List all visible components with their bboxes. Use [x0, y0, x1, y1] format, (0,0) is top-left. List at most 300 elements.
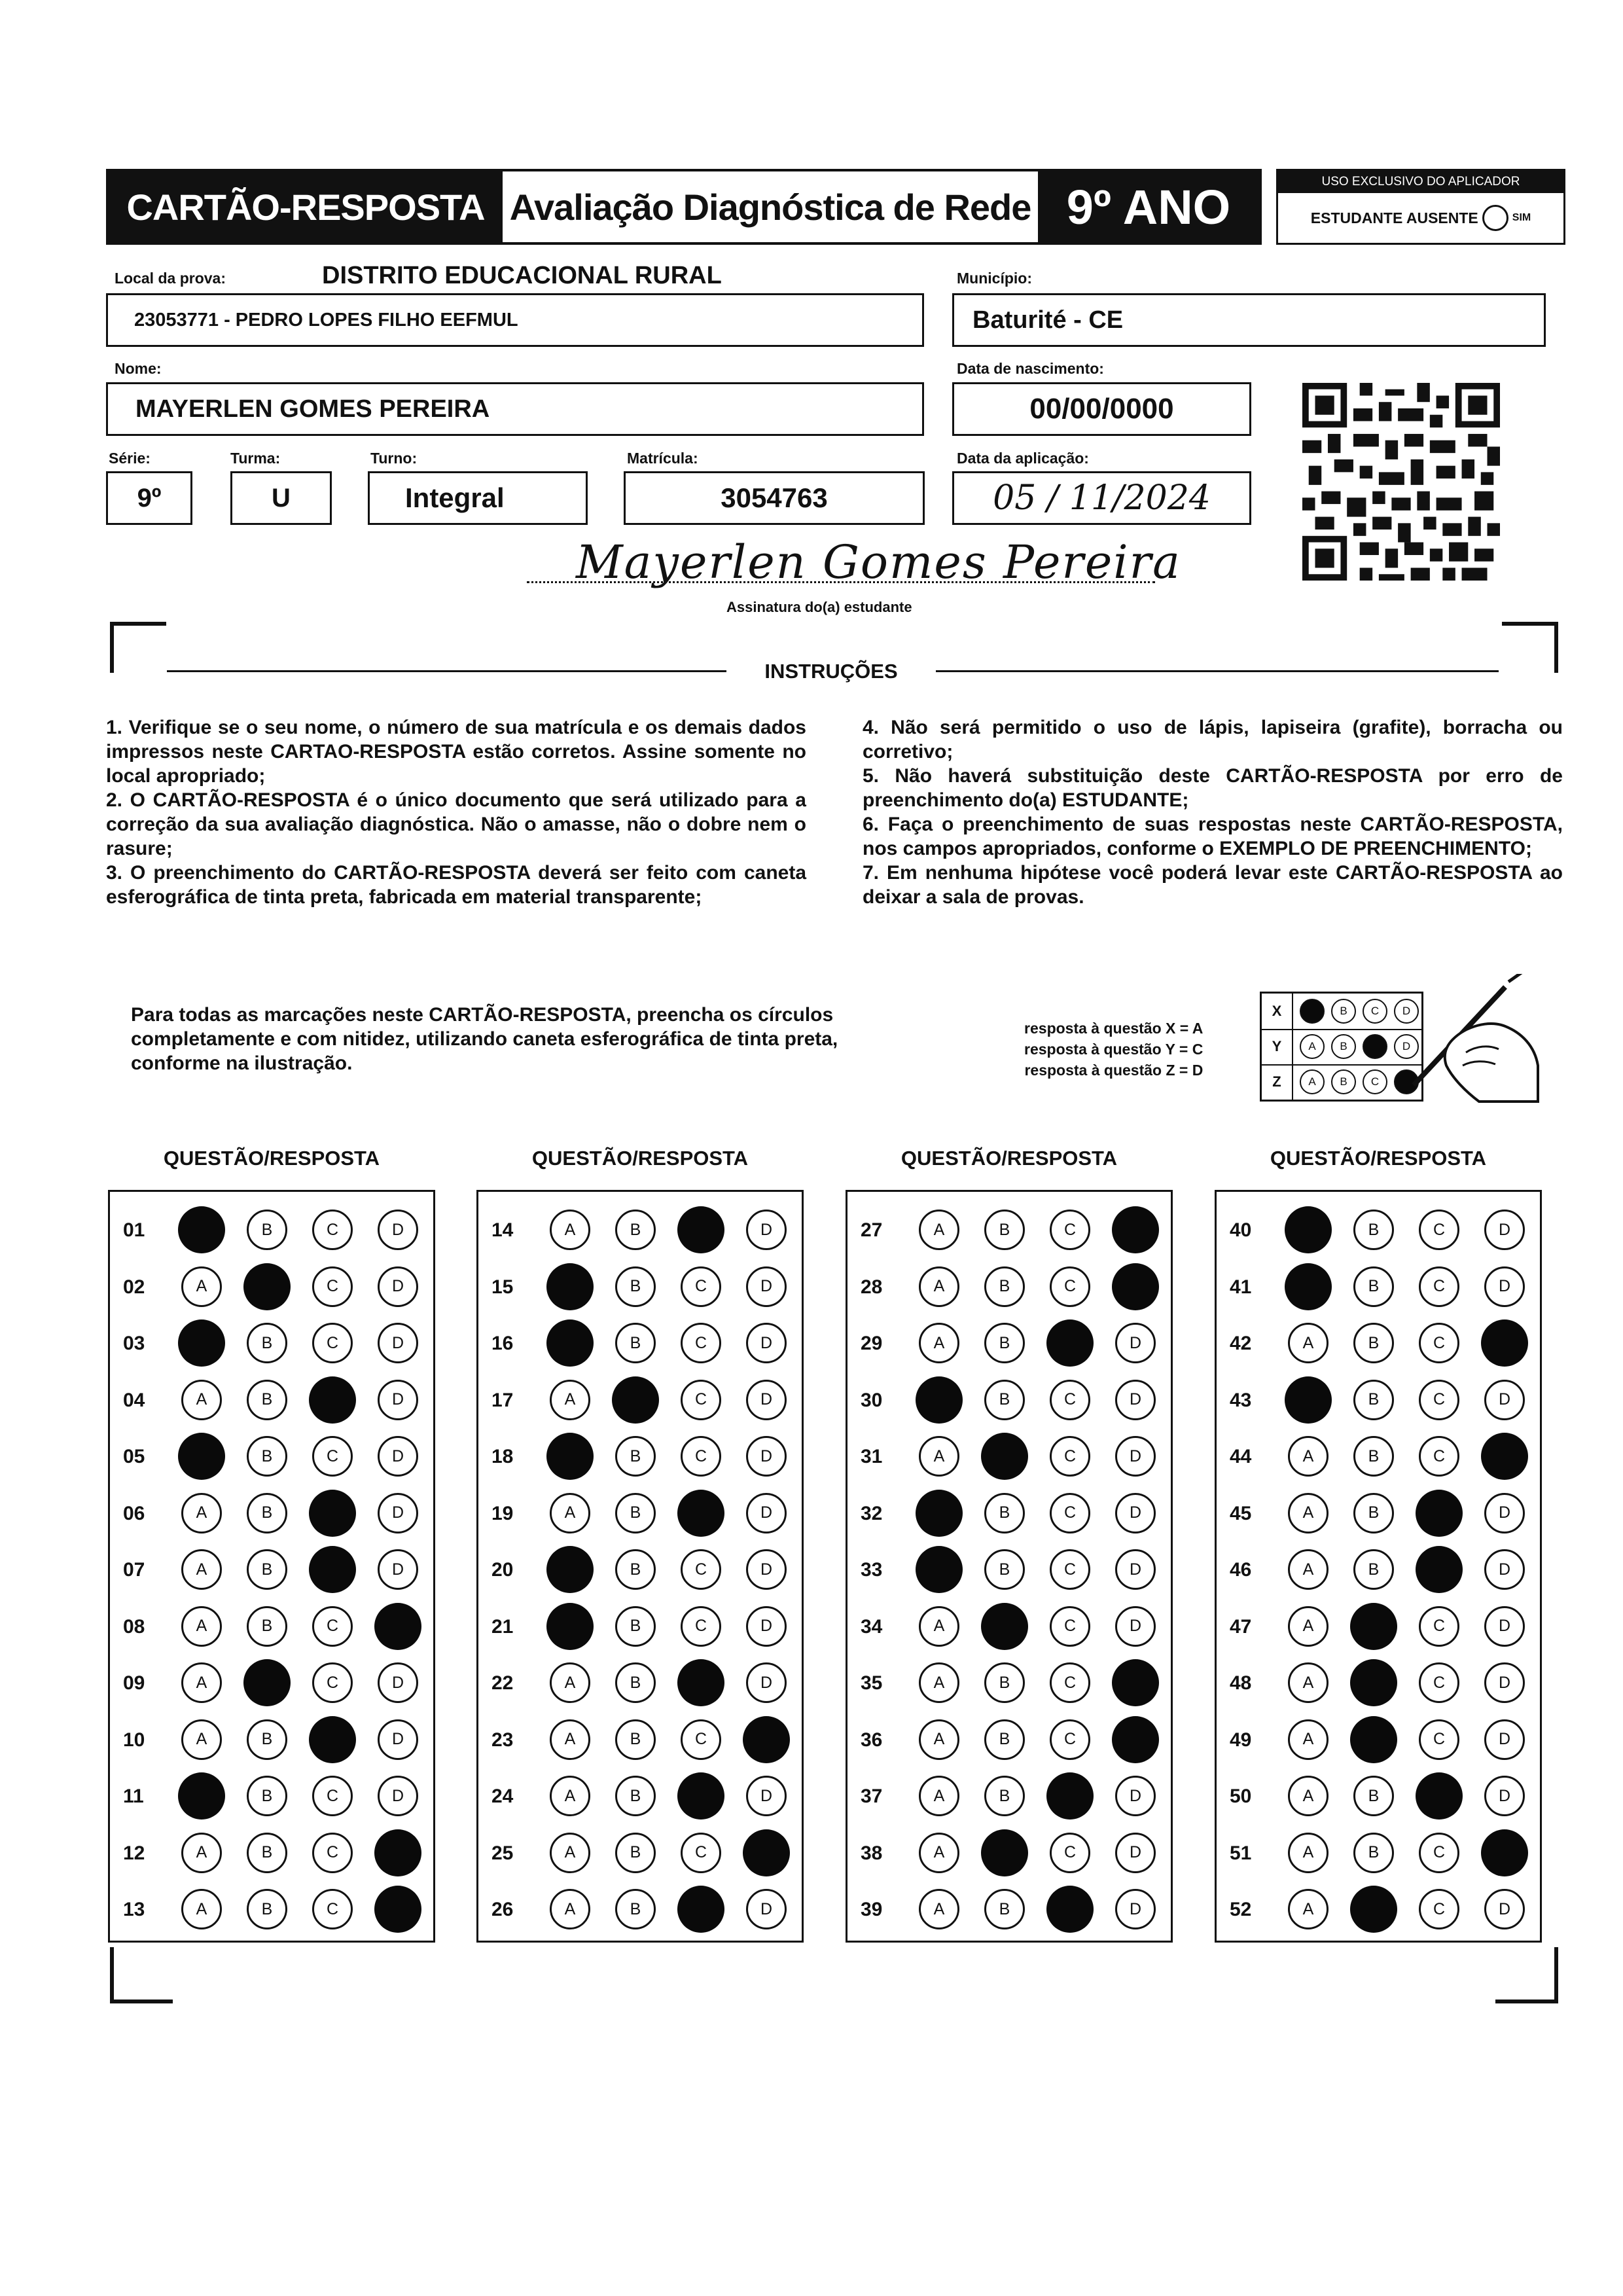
answer-bubble-b[interactable]: B — [247, 1889, 287, 1929]
answer-bubble-b[interactable]: B — [247, 1380, 287, 1420]
answer-bubble-a[interactable]: A — [181, 1889, 222, 1929]
example-bubble-a: A — [1300, 1034, 1325, 1059]
answer-bubble-a[interactable]: A — [919, 1266, 959, 1307]
question-row — [110, 1261, 433, 1313]
answer-bubble-c[interactable] — [677, 1772, 724, 1820]
answer-bubble-a[interactable]: A — [181, 1662, 222, 1703]
question-row — [110, 1430, 433, 1482]
answer-bubble-b[interactable]: B — [984, 1380, 1025, 1420]
question-number: 32 — [861, 1502, 883, 1524]
question-row — [110, 1883, 433, 1935]
answer-bubble-b[interactable]: B — [984, 1549, 1025, 1590]
answer-bubble-c[interactable]: C — [312, 1662, 353, 1703]
answer-bubble-b[interactable] — [1350, 1886, 1397, 1933]
answer-bubble-d[interactable] — [743, 1829, 790, 1876]
answer-bubble-b[interactable]: B — [1353, 1833, 1394, 1873]
answer-bubble-c[interactable] — [677, 1659, 724, 1706]
answer-bubble-d[interactable]: D — [746, 1662, 787, 1703]
question-row — [110, 1204, 433, 1256]
answer-bubble-a[interactable] — [1285, 1206, 1332, 1253]
answer-bubble-b[interactable]: B — [984, 1210, 1025, 1250]
question-row — [478, 1770, 802, 1822]
answer-bubble-d[interactable]: D — [1115, 1833, 1156, 1873]
answer-bubble-b[interactable]: B — [984, 1493, 1025, 1534]
answer-bubble-a[interactable]: A — [919, 1776, 959, 1816]
answer-bubble-c[interactable] — [677, 1206, 724, 1253]
answer-bubble-b[interactable]: B — [247, 1719, 287, 1760]
answer-bubble-a[interactable]: A — [1288, 1662, 1329, 1703]
district-name: DISTRITO EDUCACIONAL RURAL — [322, 262, 722, 289]
answer-bubble-b[interactable]: B — [615, 1266, 656, 1307]
answer-bubble-d[interactable] — [1481, 1319, 1528, 1367]
question-row — [847, 1883, 1171, 1935]
answer-bubble-c[interactable] — [1046, 1772, 1094, 1820]
question-number: 01 — [123, 1219, 145, 1241]
answer-bubble-c[interactable]: C — [1050, 1266, 1090, 1307]
example-row-label: X — [1262, 994, 1293, 1029]
corner-mark-top-right — [1502, 622, 1558, 673]
answer-bubble-c[interactable]: C — [312, 1436, 353, 1477]
answer-bubble-a[interactable]: A — [1288, 1549, 1329, 1590]
answer-bubble-d[interactable] — [1112, 1716, 1159, 1763]
answer-bubble-a[interactable]: A — [1288, 1323, 1329, 1363]
answer-bubble-d[interactable]: D — [1115, 1606, 1156, 1647]
answer-bubble-d[interactable]: D — [1484, 1606, 1525, 1647]
answer-bubble-a[interactable]: A — [550, 1210, 590, 1250]
question-row — [1217, 1657, 1540, 1709]
answer-bubble-d[interactable] — [374, 1886, 421, 1933]
answer-bubble-c[interactable]: C — [1419, 1833, 1459, 1873]
question-number: 45 — [1230, 1502, 1252, 1524]
answer-bubble-a[interactable] — [1285, 1376, 1332, 1424]
corner-mark-top-left — [110, 622, 166, 673]
answer-bubble-a[interactable] — [1285, 1263, 1332, 1310]
answer-bubble-a[interactable]: A — [1288, 1606, 1329, 1647]
answer-bubble-c[interactable]: C — [1050, 1549, 1090, 1590]
instruction-3: 3. O preenchimento do CARTÃO-RESPOSTA deverá ser feito com caneta esferográfica de tinta preta, fabricada em material transparente; — [106, 862, 806, 908]
answer-bubble-b[interactable]: B — [1353, 1436, 1394, 1477]
answer-bubble-b[interactable]: B — [615, 1776, 656, 1816]
answer-bubble-c[interactable]: C — [1419, 1606, 1459, 1647]
answer-bubble-c[interactable] — [1046, 1886, 1094, 1933]
answer-bubble-c[interactable] — [309, 1376, 356, 1424]
answer-bubble-a[interactable]: A — [919, 1833, 959, 1873]
answer-bubble-d[interactable] — [1481, 1433, 1528, 1480]
question-row — [110, 1770, 433, 1822]
question-number: 03 — [123, 1333, 145, 1354]
aplicacao-label: Data da aplicação: — [957, 450, 1089, 467]
answer-bubble-b[interactable] — [981, 1603, 1028, 1650]
answer-bubble-a[interactable] — [178, 1772, 225, 1820]
answer-bubble-a[interactable]: A — [919, 1889, 959, 1929]
answer-bubble-d[interactable]: D — [1484, 1210, 1525, 1250]
answer-bubble-c[interactable]: C — [312, 1323, 353, 1363]
answer-bubble-d[interactable]: D — [1115, 1549, 1156, 1590]
answer-bubble-d[interactable]: D — [746, 1266, 787, 1307]
answer-bubble-a[interactable]: A — [550, 1719, 590, 1760]
answer-bubble-d[interactable]: D — [746, 1380, 787, 1420]
question-number: 18 — [491, 1446, 514, 1467]
answer-bubble-c[interactable]: C — [681, 1606, 721, 1647]
answer-bubble-c[interactable]: C — [1419, 1266, 1459, 1307]
matricula-field: 3054763 — [624, 471, 925, 525]
instruction-2: 2. O CARTÃO-RESPOSTA é o único documento que será utilizado para a correção da sua avaliação diagnóstica. Não o amasse, não o dobre nem o rasure; — [106, 789, 806, 859]
grade-label: 9º ANO — [1038, 171, 1259, 242]
answer-bubble-c[interactable]: C — [1419, 1436, 1459, 1477]
answer-bubble-b[interactable]: B — [615, 1493, 656, 1534]
answer-bubble-d[interactable] — [743, 1716, 790, 1763]
answer-bubble-b[interactable]: B — [984, 1776, 1025, 1816]
answer-bubble-a[interactable]: A — [919, 1719, 959, 1760]
answer-bubble-b[interactable] — [1350, 1603, 1397, 1650]
answer-bubble-a[interactable]: A — [550, 1776, 590, 1816]
answer-bubble-d[interactable]: D — [1115, 1776, 1156, 1816]
answer-bubble-a[interactable]: A — [1288, 1833, 1329, 1873]
answer-bubble-b[interactable]: B — [1353, 1380, 1394, 1420]
question-number: 44 — [1230, 1446, 1252, 1467]
question-number: 31 — [861, 1446, 883, 1467]
answer-bubble-b[interactable]: B — [615, 1719, 656, 1760]
question-number: 43 — [1230, 1389, 1252, 1411]
answer-bubble-d[interactable]: D — [378, 1210, 418, 1250]
local-label: Local da prova: — [115, 270, 226, 287]
answer-bubble-b[interactable]: B — [1353, 1323, 1394, 1363]
answer-bubble-a[interactable] — [916, 1546, 963, 1593]
answer-bubble-a[interactable]: A — [550, 1833, 590, 1873]
answer-bubble-c[interactable]: C — [681, 1266, 721, 1307]
answer-bubble-c[interactable]: C — [681, 1436, 721, 1477]
question-number: 33 — [861, 1559, 883, 1581]
question-row — [1217, 1487, 1540, 1539]
instructions-rule-right — [936, 670, 1499, 672]
example-text: Para todas as marcações neste CARTÃO-RESPOSTA, preencha os círculos completamente e com nitidez, utilizando caneta esferográfica de tinta preta, conforme na ilustração. — [131, 1004, 838, 1074]
answer-bubble-b[interactable]: B — [615, 1833, 656, 1873]
question-row — [847, 1261, 1171, 1313]
answer-bubble-a[interactable]: A — [181, 1719, 222, 1760]
answer-bubble-a[interactable]: A — [1288, 1493, 1329, 1534]
answer-bubble-b[interactable]: B — [1353, 1266, 1394, 1307]
card-title: CARTÃO-RESPOSTA — [109, 171, 503, 242]
answer-bubble-c[interactable]: C — [1419, 1323, 1459, 1363]
answer-bubble-c[interactable] — [1416, 1490, 1463, 1537]
answer-bubble-a[interactable] — [546, 1433, 594, 1480]
answer-bubble-d[interactable]: D — [378, 1549, 418, 1590]
answer-bubble-d[interactable]: D — [1115, 1436, 1156, 1477]
question-number: 12 — [123, 1842, 145, 1864]
example-bubble-b: B — [1331, 1069, 1356, 1094]
answer-bubble-b[interactable]: B — [984, 1719, 1025, 1760]
answer-bubble-a[interactable] — [546, 1319, 594, 1367]
answer-bubble-b[interactable]: B — [615, 1549, 656, 1590]
question-number: 26 — [491, 1899, 514, 1920]
question-number: 04 — [123, 1389, 145, 1411]
answer-bubble-a[interactable]: A — [550, 1380, 590, 1420]
answer-bubble-d[interactable]: D — [378, 1380, 418, 1420]
question-number: 11 — [123, 1785, 144, 1807]
applicator-only-label: USO EXCLUSIVO DO APLICADOR — [1278, 171, 1563, 193]
answer-bubble-a[interactable] — [178, 1319, 225, 1367]
answer-bubble-a[interactable] — [546, 1546, 594, 1593]
answer-bubble-a[interactable]: A — [550, 1662, 590, 1703]
answer-bubble-d[interactable]: D — [378, 1776, 418, 1816]
answer-bubble-a[interactable]: A — [1288, 1776, 1329, 1816]
answer-bubble-c[interactable]: C — [681, 1833, 721, 1873]
school-field: 23053771 - PEDRO LOPES FILHO EEFMUL — [106, 293, 924, 347]
answer-bubble-a[interactable]: A — [919, 1662, 959, 1703]
answer-bubble-b[interactable]: B — [615, 1606, 656, 1647]
answer-bubble-b[interactable]: B — [247, 1436, 287, 1477]
answer-bubble-b[interactable] — [243, 1263, 291, 1310]
question-row — [847, 1317, 1171, 1369]
answer-bubble-c[interactable] — [1416, 1546, 1463, 1593]
answer-bubble-b[interactable]: B — [247, 1323, 287, 1363]
question-row — [1217, 1827, 1540, 1879]
answer-bubble-a[interactable]: A — [181, 1606, 222, 1647]
answer-bubble-d[interactable]: D — [1115, 1380, 1156, 1420]
answer-bubble-d[interactable] — [374, 1829, 421, 1876]
answer-bubble-c[interactable]: C — [1050, 1380, 1090, 1420]
answer-bubble-b[interactable] — [243, 1659, 291, 1706]
answer-bubble-b[interactable]: B — [247, 1833, 287, 1873]
answer-bubble-d[interactable]: D — [378, 1662, 418, 1703]
question-row — [110, 1374, 433, 1426]
answer-bubble-d[interactable]: D — [1484, 1662, 1525, 1703]
answer-bubble-b[interactable]: B — [615, 1210, 656, 1250]
answer-bubble-a[interactable] — [178, 1433, 225, 1480]
answer-bubble-a[interactable]: A — [919, 1436, 959, 1477]
question-number: 10 — [123, 1729, 145, 1751]
student-signature: Mayerlen Gomes Pereira — [576, 535, 1181, 589]
question-row — [1217, 1543, 1540, 1596]
answer-bubble-b[interactable] — [1350, 1716, 1397, 1763]
question-number: 17 — [491, 1389, 514, 1411]
question-row — [1217, 1261, 1540, 1313]
answer-column-3 — [846, 1190, 1173, 1943]
instruction-6: 6. Faça o preenchimento de suas respostas neste CARTÃO-RESPOSTA, nos campos apropriados, conforme o EXEMPLO DE PREENCHIMENTO; — [863, 814, 1563, 859]
answer-column-4 — [1215, 1190, 1542, 1943]
answer-bubble-c[interactable]: C — [312, 1833, 353, 1873]
answer-bubble-c[interactable]: C — [312, 1776, 353, 1816]
question-number: 19 — [491, 1502, 514, 1524]
question-row — [1217, 1713, 1540, 1766]
answer-bubble-a[interactable] — [916, 1376, 963, 1424]
answer-bubble-d[interactable]: D — [746, 1493, 787, 1534]
answer-bubble-d[interactable]: D — [746, 1889, 787, 1929]
question-row — [110, 1600, 433, 1653]
answer-bubble-b[interactable] — [981, 1433, 1028, 1480]
answer-bubble-c[interactable]: C — [1050, 1662, 1090, 1703]
card-header — [106, 169, 1262, 245]
municipio-label: Município: — [957, 270, 1032, 287]
question-number: 22 — [491, 1672, 514, 1694]
answer-bubble-d[interactable] — [1112, 1206, 1159, 1253]
answer-bubble-d[interactable]: D — [746, 1776, 787, 1816]
question-row — [1217, 1883, 1540, 1935]
answer-bubble-b[interactable]: B — [1353, 1210, 1394, 1250]
instructions-right — [863, 715, 1563, 909]
answer-bubble-a[interactable] — [546, 1263, 594, 1310]
answer-bubble-d[interactable]: D — [1484, 1549, 1525, 1590]
answer-bubble-d[interactable]: D — [1484, 1380, 1525, 1420]
answer-bubble-c[interactable]: C — [1050, 1833, 1090, 1873]
answer-bubble-a[interactable]: A — [181, 1833, 222, 1873]
answer-bubble-a[interactable]: A — [550, 1889, 590, 1929]
answer-bubble-b[interactable]: B — [984, 1323, 1025, 1363]
answer-bubble-b[interactable]: B — [247, 1776, 287, 1816]
question-row — [478, 1317, 802, 1369]
answer-bubble-d[interactable]: D — [378, 1323, 418, 1363]
answer-bubble-b[interactable]: B — [247, 1210, 287, 1250]
answer-bubble-c[interactable]: C — [681, 1323, 721, 1363]
answer-bubble-a[interactable]: A — [919, 1210, 959, 1250]
example-legend-y: resposta à questão Y = C — [1024, 1041, 1204, 1058]
answer-bubble-d[interactable]: D — [746, 1323, 787, 1363]
question-row — [847, 1430, 1171, 1482]
answer-bubble-b[interactable]: B — [615, 1889, 656, 1929]
example-bubble-b: B — [1331, 1034, 1356, 1059]
nome-label: Nome: — [115, 360, 162, 377]
question-row — [847, 1600, 1171, 1653]
nascimento-field: 00/00/0000 — [952, 382, 1251, 436]
answer-bubble-c[interactable] — [309, 1490, 356, 1537]
example-bubble-d: D — [1394, 1034, 1419, 1059]
answer-bubble-c[interactable]: C — [681, 1549, 721, 1590]
answer-bubble-a[interactable]: A — [181, 1549, 222, 1590]
answer-bubble-b[interactable]: B — [984, 1662, 1025, 1703]
answer-bubble-d[interactable]: D — [746, 1606, 787, 1647]
answer-bubble-b[interactable]: B — [984, 1266, 1025, 1307]
answer-bubble-c[interactable]: C — [1050, 1606, 1090, 1647]
question-row — [847, 1487, 1171, 1539]
question-row — [478, 1713, 802, 1766]
answer-bubble-b[interactable]: B — [1353, 1549, 1394, 1590]
question-number: 38 — [861, 1842, 883, 1864]
instructions-title: INSTRUÇÕES — [764, 660, 898, 683]
answer-bubble-c[interactable]: C — [312, 1210, 353, 1250]
answer-bubble-d[interactable]: D — [378, 1719, 418, 1760]
answer-bubble-c[interactable]: C — [1050, 1719, 1090, 1760]
answer-bubble-c[interactable] — [1416, 1772, 1463, 1820]
answer-bubble-c[interactable]: C — [1050, 1436, 1090, 1477]
question-number: 07 — [123, 1559, 145, 1581]
answer-bubble-a[interactable]: A — [181, 1380, 222, 1420]
answer-bubble-b[interactable]: B — [247, 1606, 287, 1647]
answer-bubble-d[interactable] — [1481, 1829, 1528, 1876]
answer-bubble-a[interactable]: A — [919, 1606, 959, 1647]
answer-bubble-d[interactable]: D — [746, 1210, 787, 1250]
answer-bubble-c[interactable] — [677, 1490, 724, 1537]
answer-bubble-d[interactable]: D — [1115, 1493, 1156, 1534]
answer-bubble-d[interactable]: D — [1115, 1889, 1156, 1929]
answer-bubble-a[interactable]: A — [181, 1493, 222, 1534]
answer-bubble-d[interactable]: D — [378, 1436, 418, 1477]
answer-bubble-d[interactable]: D — [1484, 1719, 1525, 1760]
column-title: QUESTÃO/RESPOSTA — [901, 1147, 1118, 1170]
answer-bubble-c[interactable]: C — [681, 1719, 721, 1760]
answer-bubble-d[interactable]: D — [1115, 1323, 1156, 1363]
answer-bubble-b[interactable]: B — [1353, 1776, 1394, 1816]
answer-bubble-d[interactable] — [1112, 1659, 1159, 1706]
answer-bubble-d[interactable]: D — [1484, 1266, 1525, 1307]
answer-bubble-d[interactable] — [374, 1603, 421, 1650]
answer-bubble-c[interactable]: C — [1419, 1719, 1459, 1760]
answer-bubble-c[interactable]: C — [312, 1889, 353, 1929]
answer-bubble-a[interactable]: A — [919, 1323, 959, 1363]
answer-bubble-b[interactable] — [612, 1376, 659, 1424]
question-row — [478, 1883, 802, 1935]
applicator-box — [1276, 169, 1565, 245]
answer-bubble-c[interactable]: C — [312, 1266, 353, 1307]
answer-bubble-b[interactable] — [981, 1829, 1028, 1876]
answer-bubble-a[interactable]: A — [181, 1266, 222, 1307]
answer-bubble-d[interactable]: D — [746, 1436, 787, 1477]
answer-bubble-c[interactable]: C — [1050, 1493, 1090, 1534]
answer-bubble-d[interactable]: D — [1484, 1493, 1525, 1534]
answer-bubble-a[interactable] — [916, 1490, 963, 1537]
example-bubble-c: C — [1363, 999, 1387, 1024]
answer-bubble-d[interactable] — [1112, 1263, 1159, 1310]
answer-bubble-c[interactable]: C — [681, 1380, 721, 1420]
turma-field: U — [230, 471, 332, 525]
answer-bubble-b[interactable]: B — [1353, 1493, 1394, 1534]
answer-bubble-c[interactable] — [1046, 1319, 1094, 1367]
question-row — [1217, 1430, 1540, 1482]
answer-bubble-d[interactable]: D — [1484, 1889, 1525, 1929]
answer-bubble-c[interactable]: C — [1419, 1662, 1459, 1703]
answer-bubble-b[interactable]: B — [615, 1323, 656, 1363]
answer-bubble-d[interactable]: D — [1484, 1776, 1525, 1816]
serie-label: Série: — [109, 450, 151, 467]
answer-bubble-c[interactable]: C — [1419, 1380, 1459, 1420]
question-row — [478, 1543, 802, 1596]
answer-bubble-d[interactable]: D — [378, 1493, 418, 1534]
answer-bubble-d[interactable]: D — [746, 1549, 787, 1590]
question-row — [478, 1261, 802, 1313]
answer-bubble-a[interactable]: A — [550, 1493, 590, 1534]
answer-bubble-c[interactable]: C — [312, 1606, 353, 1647]
instruction-1: 1. Verifique se o seu nome, o número de sua matrícula e os demais dados impressos neste CARTAO-RESPOSTA estão corretos. Assine somente no local apropriado; — [106, 717, 806, 787]
answer-bubble-a[interactable] — [546, 1603, 594, 1650]
question-row — [847, 1657, 1171, 1709]
answer-bubble-c[interactable]: C — [1050, 1210, 1090, 1250]
question-row — [110, 1827, 433, 1879]
answer-bubble-a[interactable]: A — [1288, 1436, 1329, 1477]
answer-bubble-b[interactable]: B — [615, 1436, 656, 1477]
answer-bubble-b[interactable]: B — [247, 1549, 287, 1590]
answer-bubble-c[interactable] — [677, 1886, 724, 1933]
instructions-left — [106, 715, 806, 909]
answer-bubble-d[interactable]: D — [378, 1266, 418, 1307]
answer-bubble-c[interactable]: C — [1419, 1210, 1459, 1250]
answer-bubble-a[interactable] — [178, 1206, 225, 1253]
answer-bubble-c[interactable]: C — [1419, 1889, 1459, 1929]
qr-code-icon — [1302, 383, 1500, 581]
question-row — [478, 1827, 802, 1879]
answer-bubble-b[interactable]: B — [984, 1889, 1025, 1929]
instructions-rule-left — [167, 670, 726, 672]
answer-bubble-a[interactable]: A — [1288, 1719, 1329, 1760]
answer-bubble-a[interactable]: A — [1288, 1889, 1329, 1929]
example-bubble-c: C — [1363, 1069, 1387, 1094]
answer-bubble-b[interactable]: B — [615, 1662, 656, 1703]
answer-bubble-b[interactable] — [1350, 1659, 1397, 1706]
answer-bubble-c[interactable] — [309, 1716, 356, 1763]
question-number: 14 — [491, 1219, 514, 1241]
answer-bubble-b[interactable]: B — [247, 1493, 287, 1534]
absent-checkbox[interactable] — [1482, 205, 1508, 231]
example-row-label: Y — [1262, 1029, 1293, 1064]
answer-bubble-c[interactable] — [309, 1546, 356, 1593]
